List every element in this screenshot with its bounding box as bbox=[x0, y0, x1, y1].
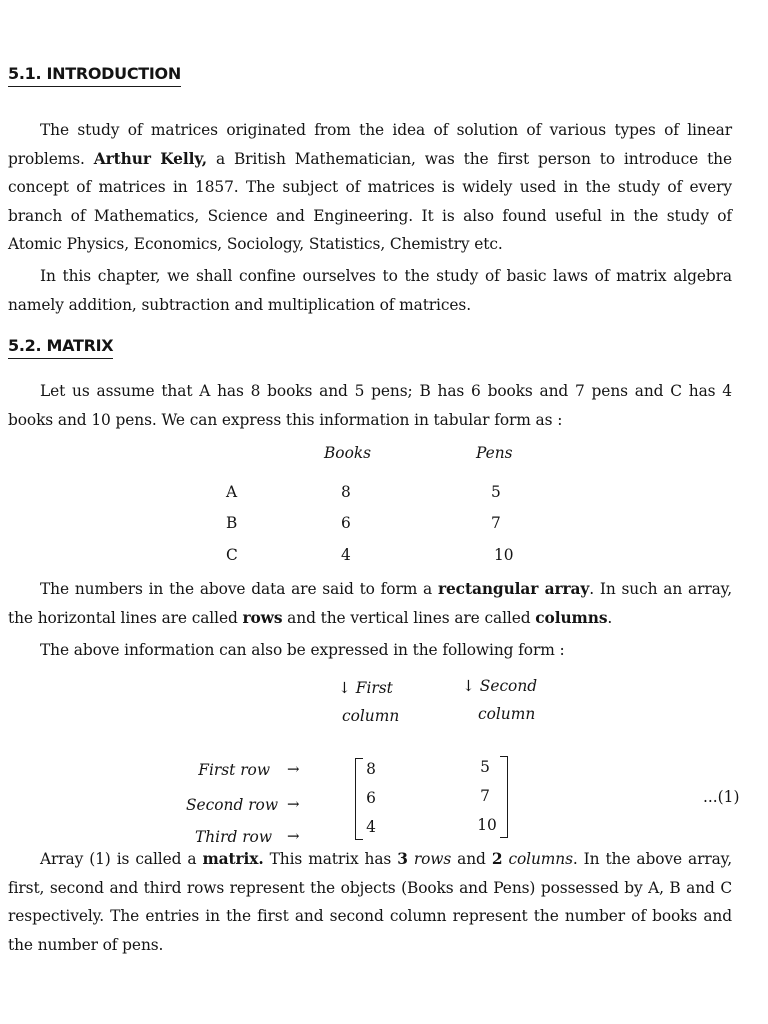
intro-p1-text-a: The study of matrices originated from the idea of solution of various types of linear problems. bbox=[8, 121, 732, 168]
table-cell-books: 4 bbox=[341, 546, 351, 564]
matrix-p2-text-a: The numbers in the above data are said to form a bbox=[40, 580, 438, 598]
row-arrow-third: → bbox=[287, 827, 300, 845]
matrix-entry: 7 bbox=[480, 787, 490, 805]
matrix-p4-bold-a: matrix. bbox=[202, 850, 264, 868]
matrix-p2-text-d: . bbox=[607, 608, 613, 627]
matrix-p4-bold-c: 2 bbox=[491, 850, 503, 868]
intro-p2-text: In this chapter, we shall confine ourselves to the study of basic laws of matrix algebra namely addition, subtraction and multiplication of matrices. bbox=[8, 267, 732, 314]
column-label-first-top: ↓ First bbox=[338, 679, 393, 697]
table-header-books: Books bbox=[324, 444, 372, 462]
table-cell-books: 8 bbox=[341, 483, 351, 501]
matrix-paragraph-3 bbox=[8, 636, 732, 665]
matrix-entry: 6 bbox=[366, 789, 376, 807]
matrix-p4-text-c: and bbox=[451, 850, 492, 868]
section-heading-introduction: 5.1. INTRODUCTION bbox=[8, 64, 181, 87]
column-label-second bbox=[462, 672, 537, 728]
matrix-paragraph-1 bbox=[8, 377, 732, 434]
row-arrow-second: → bbox=[287, 795, 300, 813]
row-arrow-first: → bbox=[287, 760, 300, 778]
table-cell-pens: 10 bbox=[494, 546, 514, 564]
matrix-p2-text-c: and the vertical lines are called bbox=[282, 608, 536, 627]
matrix-p4-italic-b: columns bbox=[508, 850, 573, 868]
equation-number: ...(1) bbox=[703, 788, 740, 806]
matrix-paragraph-2 bbox=[8, 575, 732, 632]
matrix-p2-text-b: . In such an array, the horizontal lines are called bbox=[8, 580, 733, 627]
matrix-entry: 5 bbox=[480, 758, 490, 776]
matrix-p4-text-b: This matrix has bbox=[263, 850, 398, 868]
row-label-first: First row bbox=[198, 761, 270, 779]
matrix-p3-text: The above information can also be expressed in the following form : bbox=[40, 641, 565, 659]
matrix-entry: 4 bbox=[366, 818, 376, 836]
row-label-third: Third row bbox=[195, 828, 272, 846]
column-label-first bbox=[338, 674, 399, 730]
row-label-second: Second row bbox=[186, 796, 278, 814]
matrix-p2-bold-c: columns bbox=[535, 608, 608, 627]
section-heading-matrix: 5.2. MATRIX bbox=[8, 336, 113, 359]
column-label-second-bottom: column bbox=[478, 705, 536, 723]
matrix-p1-text: Let us assume that A has 8 books and 5 pens; B has 6 books and 7 pens and C has 4 books and 10 pens. We can express this information in tabular form as : bbox=[8, 382, 732, 429]
matrix-p2-bold-a: rectangular array bbox=[437, 580, 590, 598]
column-label-second-top: ↓ Second bbox=[462, 677, 538, 695]
matrix-p4-italic-a: rows bbox=[413, 850, 452, 868]
intro-p1-text-b: a British Mathematician, was the first person to introduce the concept of matrices in 1857. The subject of matrices is widely used in the study of every branch of Mathematics, Science and Engineering. It is also found useful in the study of Atomic Physics, Economics, Sociology, Statistics, Chemistry etc. bbox=[8, 149, 732, 253]
matrix-entry: 10 bbox=[477, 816, 497, 834]
matrix-paragraph-4 bbox=[8, 845, 732, 959]
matrix-entry: 8 bbox=[366, 760, 376, 778]
intro-paragraph-2 bbox=[8, 262, 732, 319]
intro-paragraph-1 bbox=[8, 116, 732, 259]
matrix-p4-text-a: Array (1) is called a bbox=[40, 850, 203, 868]
table-row-label: A bbox=[226, 483, 238, 501]
column-label-first-bottom: column bbox=[342, 707, 400, 725]
intro-p1-name: Arthur Kelly, bbox=[93, 149, 207, 168]
table-cell-pens: 5 bbox=[491, 483, 501, 501]
table-row-label: C bbox=[226, 546, 238, 564]
matrix-p4-text-d: . In the above array, first, second and third rows represent the objects (Books and Pens) possessed by A, B and C respectively. The entries in the first and second column represent the number of books and the number of pens. bbox=[8, 850, 732, 954]
table-cell-pens: 7 bbox=[491, 514, 501, 532]
matrix-p4-bold-b: 3 bbox=[397, 850, 408, 868]
table-row-label: B bbox=[226, 514, 238, 532]
table-cell-books: 6 bbox=[341, 514, 351, 532]
matrix-p2-bold-b: rows bbox=[242, 608, 283, 627]
table-header-pens: Pens bbox=[476, 444, 513, 462]
